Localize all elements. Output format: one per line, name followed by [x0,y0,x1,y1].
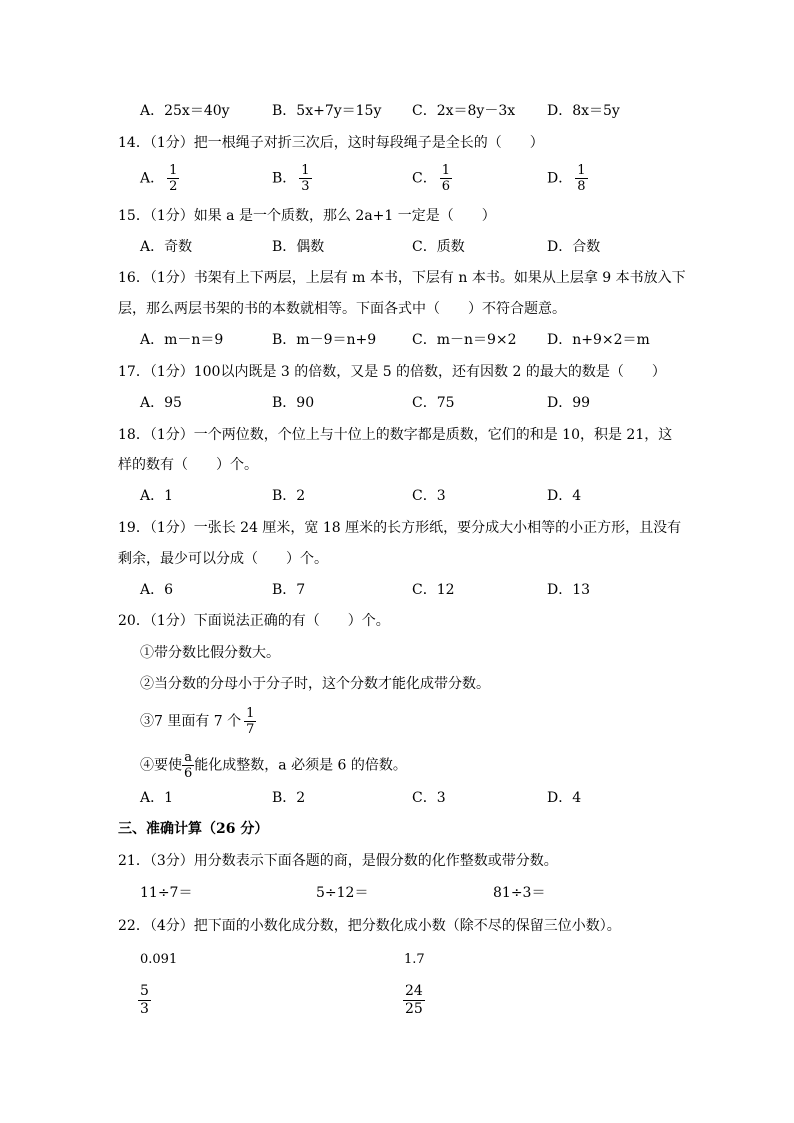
q15-option-c: C．质数 [412,239,465,255]
section-3-title: 三、准确计算（26 分） [118,821,269,837]
q16-stem-line1: 16．（1分）书架有上下两层，上层有 m 本书，下层有 n 本书。如果从上层拿 9 本书放入下 [118,270,686,286]
q14-option-a: A． $\frac{1}{2}$ [140,163,178,194]
q17-option-c: C．75 [412,395,455,411]
q15-stem: 15．（1分）如果 a 是一个质数，那么 2a+1 一定是（ ） [118,208,496,224]
q16-option-c: C．m－n＝9×2 [412,332,517,348]
q18-option-a: A．1 [140,488,174,504]
q16-option-a: A．m－n＝9 [140,332,224,348]
q20-statement-2: ②当分数的分母小于分子时，这个分数才能化成带分数。 [140,676,490,692]
q13-option-d: D．8x＝5y [547,103,620,119]
q21-item-1: 11÷7＝ [140,885,193,901]
q16-option-d: D．n+9×2＝m [547,332,650,348]
q19-option-a: A．6 [140,582,174,598]
q22-stem: 22．（4分）把下面的小数化成分数，把分数化成小数（除不尽的保留三位小数）。 [118,918,621,934]
q17-stem: 17．（1分）100以内既是 3 的倍数，又是 5 的倍数，还有因数 2 的最大的数是（ ） [118,364,666,380]
q18-option-c: C．3 [412,488,446,504]
q20-statement-3: ③7 里面有 7 个 $\frac{1}{7}$ [140,706,255,737]
q18-option-d: D．4 [547,488,582,504]
q20-option-c: C．3 [412,790,446,806]
q13-option-b: B．5x+7y＝15y [272,103,382,119]
q20-option-a: A．1 [140,790,174,806]
q16-option-b: B．m－9＝n+9 [272,332,377,348]
q13-option-a: A．25x＝40y [140,103,230,119]
q18-stem-line1: 18．（1分）一个两位数，个位上与十位上的数字都是质数，它们的和是 10，积是 21，这 [118,427,673,443]
q20-stem: 20．（1分）下面说法正确的有（ ）个。 [118,613,390,629]
q15-option-b: B．偶数 [272,239,325,255]
q19-stem-line2: 剩余，最少可以分成（ ）个。 [118,551,328,567]
q20-option-d: D．4 [547,790,582,806]
q14-option-b: B． $\frac{1}{3}$ [272,163,310,194]
q22-decimal-2: 1.7 [404,952,425,967]
q17-option-d: D．99 [547,395,591,411]
q20-statement-1: ①带分数比假分数大。 [140,645,280,661]
q22-decimal-1: 0.091 [140,952,178,967]
q18-option-b: B．2 [272,488,306,504]
q17-option-a: A．95 [140,395,182,411]
q19-option-b: B．7 [272,582,306,598]
q20-option-b: B．2 [272,790,306,806]
q14-option-d: D． $\frac{1}{8}$ [547,163,586,194]
q16-stem-line2: 层，那么两层书架的书的本数就相等。下面各式中（ ）不符合题意。 [118,301,566,317]
q22-fraction-1: $\frac{5}{3}$ [140,983,149,1017]
q21-item-2: 5÷12＝ [316,885,369,901]
q14-stem: 14．（1分）把一根绳子对折三次后，这时每段绳子是全长的（ ） [118,135,544,151]
q13-option-c: C．2x＝8y－3x [412,103,516,119]
q15-option-a: A．奇数 [140,239,193,255]
q19-option-d: D．13 [547,582,591,598]
q20-statement-4: ④要使 $\frac{a}{6}$ 能化成整数，a 必须是 6 的倍数。 [140,750,407,781]
q15-option-d: D．合数 [547,239,601,255]
q21-stem: 21．（3分）用分数表示下面各题的商，是假分数的化作整数或带分数。 [118,853,558,869]
q18-stem-line2: 样的数有（ ）个。 [118,457,258,473]
q22-fraction-2: $\frac{24}{25}$ [405,983,423,1017]
q14-option-c: C． $\frac{1}{6}$ [412,163,450,194]
q21-item-3: 81÷3＝ [493,885,546,901]
q19-option-c: C．12 [412,582,455,598]
q19-stem-line1: 19．（1分）一张长 24 厘米，宽 18 厘米的长方形纸，要分成大小相等的小正方形，且没有 [118,520,682,536]
q17-option-b: B．90 [272,395,315,411]
